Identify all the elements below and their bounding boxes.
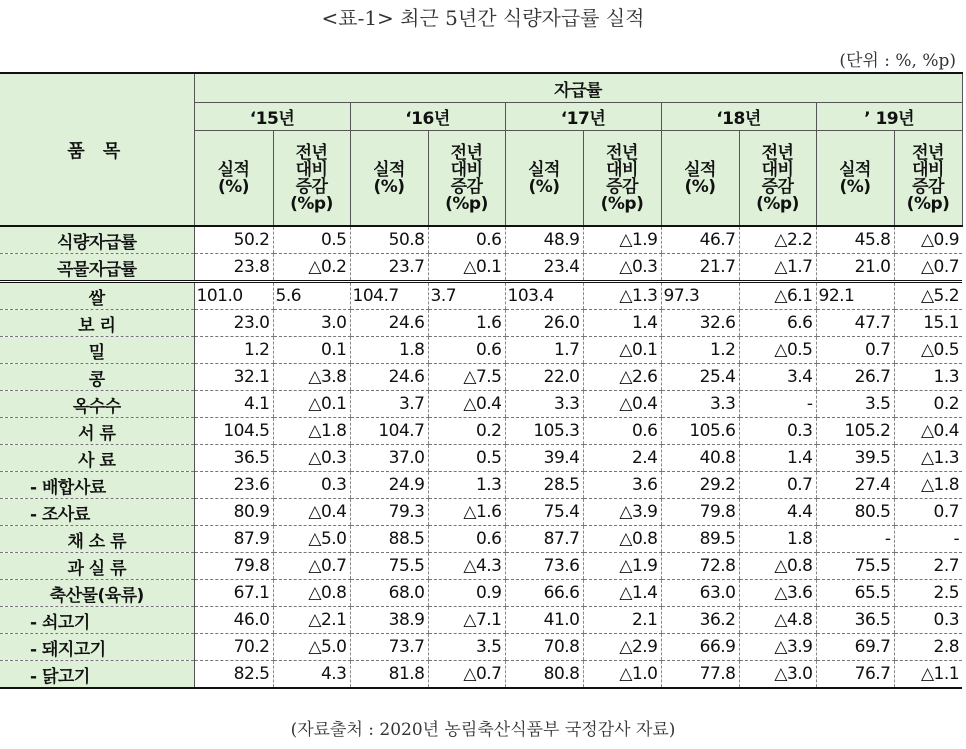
actual-header-line: 실적 xyxy=(684,160,716,180)
row-label: - 닭고기 xyxy=(0,661,194,689)
table-row xyxy=(0,254,962,282)
table-cell: △0.8 xyxy=(583,526,661,553)
table-cell: △5.0 xyxy=(273,634,350,661)
table-cell: 1.3 xyxy=(428,472,505,499)
table-cell: 0.1 xyxy=(273,337,350,364)
table-cell: 87.9 xyxy=(194,526,273,553)
row-label: 축산물(육류) xyxy=(0,580,194,607)
table-row xyxy=(0,282,962,310)
table-cell: 48.9 xyxy=(505,226,583,254)
table-cell: 104.5 xyxy=(194,418,273,445)
change-header-line: 대비 xyxy=(761,160,794,180)
table-cell: △0.4 xyxy=(894,418,962,445)
row-label: 옥수수 xyxy=(0,391,194,418)
table-cell: 101.0 xyxy=(194,282,273,310)
table-cell: 105.2 xyxy=(816,418,894,445)
table-cell: 45.8 xyxy=(816,226,894,254)
table-cell: 3.3 xyxy=(505,391,583,418)
year-header: ‘15년 xyxy=(194,103,350,131)
table-cell: 3.4 xyxy=(739,364,816,391)
table-cell: 4.1 xyxy=(194,391,273,418)
change-header-line: 전년 xyxy=(912,143,944,163)
table-cell: 0.6 xyxy=(428,526,505,553)
table-cell: 1.3 xyxy=(894,364,962,391)
row-label: - 쇠고기 xyxy=(0,607,194,634)
change-header xyxy=(739,131,816,227)
table-cell: 0.3 xyxy=(739,418,816,445)
table-cell: 0.3 xyxy=(894,607,962,634)
table-cell: 28.5 xyxy=(505,472,583,499)
change-header-line: (%p) xyxy=(756,194,799,214)
table-row xyxy=(0,634,962,661)
change-header-line: (%p) xyxy=(290,194,333,214)
table-cell: 105.3 xyxy=(505,418,583,445)
table-cell: △4.3 xyxy=(428,553,505,580)
actual-header-line: (%) xyxy=(839,177,871,197)
table-cell: △0.8 xyxy=(739,553,816,580)
table-row xyxy=(0,226,962,254)
table-cell: 79.3 xyxy=(350,499,428,526)
table-cell: 1.8 xyxy=(350,337,428,364)
table-cell: 75.5 xyxy=(816,553,894,580)
table-cell: 63.0 xyxy=(661,580,739,607)
table-cell: △1.8 xyxy=(273,418,350,445)
table-cell: - xyxy=(894,526,962,553)
self-sufficiency-header: 자급률 xyxy=(194,73,962,103)
table-cell: △3.0 xyxy=(739,661,816,689)
table-cell: 3.7 xyxy=(428,282,505,310)
table-cell: 80.9 xyxy=(194,499,273,526)
table-cell: 24.9 xyxy=(350,472,428,499)
table-cell: 1.8 xyxy=(739,526,816,553)
change-header-line: 전년 xyxy=(761,143,794,163)
table-cell: 39.4 xyxy=(505,445,583,472)
actual-header xyxy=(194,131,273,227)
table-cell: △1.6 xyxy=(428,499,505,526)
table-cell: 23.0 xyxy=(194,310,273,337)
table-cell: 23.6 xyxy=(194,472,273,499)
table-cell: 105.6 xyxy=(661,418,739,445)
actual-header xyxy=(505,131,583,227)
table-cell: 92.1 xyxy=(816,282,894,310)
table-cell: 4.3 xyxy=(273,661,350,689)
table-cell: △0.8 xyxy=(273,580,350,607)
table-cell: △1.0 xyxy=(583,661,661,689)
change-header-line: (%p) xyxy=(906,194,950,214)
table-cell: △0.2 xyxy=(273,254,350,282)
table-cell: △0.5 xyxy=(894,337,962,364)
change-header-line: 증감 xyxy=(295,177,328,197)
change-header-line: (%p) xyxy=(600,194,644,214)
table-cell: 75.5 xyxy=(350,553,428,580)
actual-header-line: 실적 xyxy=(217,160,250,180)
table-cell: 6.6 xyxy=(739,310,816,337)
table-cell: 24.6 xyxy=(350,310,428,337)
row-label: 식량자급률 xyxy=(0,226,194,254)
table-cell: 39.5 xyxy=(816,445,894,472)
table-cell: 0.6 xyxy=(428,337,505,364)
actual-header xyxy=(816,131,894,227)
table-cell: △1.9 xyxy=(583,553,661,580)
table-cell: 0.7 xyxy=(894,499,962,526)
table-cell: 2.5 xyxy=(894,580,962,607)
actual-header-line: (%) xyxy=(528,177,560,197)
table-cell: 70.8 xyxy=(505,634,583,661)
table-row xyxy=(0,607,962,634)
row-label: - 조사료 xyxy=(0,499,194,526)
table-cell: △0.1 xyxy=(273,391,350,418)
row-label: 보 리 xyxy=(0,310,194,337)
table-cell: 1.7 xyxy=(505,337,583,364)
table-cell: △2.6 xyxy=(583,364,661,391)
table-cell: △5.0 xyxy=(273,526,350,553)
change-header-line: (%p) xyxy=(445,194,488,214)
table-cell: △1.3 xyxy=(894,445,962,472)
table-cell: 1.4 xyxy=(739,445,816,472)
table-cell: 69.7 xyxy=(816,634,894,661)
table-cell: 3.5 xyxy=(428,634,505,661)
table-cell: 22.0 xyxy=(505,364,583,391)
table-cell: 40.8 xyxy=(661,445,739,472)
table-cell: 104.7 xyxy=(350,418,428,445)
table-cell: 46.7 xyxy=(661,226,739,254)
table-cell: △0.1 xyxy=(583,337,661,364)
table-cell: 0.5 xyxy=(428,445,505,472)
table-cell: 68.0 xyxy=(350,580,428,607)
change-header-line: 대비 xyxy=(912,160,944,180)
table-cell: 0.5 xyxy=(273,226,350,254)
table-cell: 29.2 xyxy=(661,472,739,499)
actual-header xyxy=(661,131,739,227)
row-label: 곡물자급률 xyxy=(0,254,194,282)
actual-header xyxy=(350,131,428,227)
change-header-line: 대비 xyxy=(295,160,328,180)
table-cell: 36.5 xyxy=(194,445,273,472)
actual-header-line: 실적 xyxy=(373,160,405,180)
table-row xyxy=(0,391,962,418)
table-cell: 0.9 xyxy=(428,580,505,607)
table-cell: △1.9 xyxy=(583,226,661,254)
table-cell: 67.1 xyxy=(194,580,273,607)
row-label: 채 소 류 xyxy=(0,526,194,553)
table-cell: 3.5 xyxy=(816,391,894,418)
table-cell: △0.5 xyxy=(739,337,816,364)
table-row xyxy=(0,499,962,526)
table-cell: △1.1 xyxy=(894,661,962,689)
table-cell: 0.6 xyxy=(428,226,505,254)
table-cell: 1.6 xyxy=(428,310,505,337)
table-cell: 1.2 xyxy=(194,337,273,364)
table-cell: 80.5 xyxy=(816,499,894,526)
table-cell: △3.9 xyxy=(583,499,661,526)
table-cell: 0.2 xyxy=(894,391,962,418)
table-cell: 0.2 xyxy=(428,418,505,445)
table-cell: 3.3 xyxy=(661,391,739,418)
table-cell: 21.7 xyxy=(661,254,739,282)
table-row xyxy=(0,418,962,445)
year-header: ‘16년 xyxy=(350,103,505,131)
table-cell: △1.8 xyxy=(894,472,962,499)
change-header-line: 증감 xyxy=(606,177,638,197)
table-row xyxy=(0,445,962,472)
change-header-line: 대비 xyxy=(606,160,638,180)
change-header xyxy=(583,131,661,227)
table-cell: 4.4 xyxy=(739,499,816,526)
table-cell: 38.9 xyxy=(350,607,428,634)
food-self-sufficiency-table xyxy=(0,72,963,689)
table-cell: △1.7 xyxy=(739,254,816,282)
table-cell: 79.8 xyxy=(194,553,273,580)
table-row xyxy=(0,310,962,337)
table-cell: 80.8 xyxy=(505,661,583,689)
table-cell: △2.9 xyxy=(583,634,661,661)
table-cell: 15.1 xyxy=(894,310,962,337)
table-cell: △0.9 xyxy=(894,226,962,254)
table-cell: 32.6 xyxy=(661,310,739,337)
row-label: - 돼지고기 xyxy=(0,634,194,661)
table-cell: 89.5 xyxy=(661,526,739,553)
change-header xyxy=(428,131,505,227)
change-header-line: 증감 xyxy=(761,177,794,197)
source-note: (자료출처 : 2020년 농림축산식품부 국정감사 자료) xyxy=(290,720,676,740)
unit-label: (단위 : %, %p) xyxy=(839,51,956,71)
table-cell: △7.1 xyxy=(428,607,505,634)
row-label: 서 류 xyxy=(0,418,194,445)
table-cell: 66.6 xyxy=(505,580,583,607)
table-cell: 3.6 xyxy=(583,472,661,499)
table-cell: 2.4 xyxy=(583,445,661,472)
table-cell: 25.4 xyxy=(661,364,739,391)
table-cell: △0.1 xyxy=(428,254,505,282)
table-row xyxy=(0,472,962,499)
table-cell: △1.3 xyxy=(583,282,661,310)
table-cell: 50.2 xyxy=(194,226,273,254)
change-header-line: 전년 xyxy=(450,143,483,163)
table-title: <표-1> 최근 5년간 식량자급률 실적 xyxy=(321,6,645,30)
table-header xyxy=(0,73,962,226)
table-cell: △6.1 xyxy=(739,282,816,310)
table-cell: 23.4 xyxy=(505,254,583,282)
table-cell: 0.7 xyxy=(739,472,816,499)
table-cell: △0.4 xyxy=(428,391,505,418)
table-cell: 41.0 xyxy=(505,607,583,634)
table-cell: 70.2 xyxy=(194,634,273,661)
table-cell: 0.6 xyxy=(583,418,661,445)
table-cell: 32.1 xyxy=(194,364,273,391)
table-cell: 72.8 xyxy=(661,553,739,580)
row-label: 쌀 xyxy=(0,282,194,310)
table-row xyxy=(0,553,962,580)
table-cell: 21.0 xyxy=(816,254,894,282)
table-cell: 88.5 xyxy=(350,526,428,553)
table-cell: 46.0 xyxy=(194,607,273,634)
table-cell: △3.6 xyxy=(739,580,816,607)
table-cell: △3.8 xyxy=(273,364,350,391)
change-header-line: 전년 xyxy=(295,143,328,163)
table-row xyxy=(0,580,962,607)
table-cell: 26.0 xyxy=(505,310,583,337)
table-cell: 3.0 xyxy=(273,310,350,337)
table-cell: 66.9 xyxy=(661,634,739,661)
row-label: 사 료 xyxy=(0,445,194,472)
table-cell: △3.9 xyxy=(739,634,816,661)
table-cell: 26.7 xyxy=(816,364,894,391)
change-header-line: 전년 xyxy=(606,143,638,163)
table-row xyxy=(0,364,962,391)
actual-header-line: (%) xyxy=(684,177,716,197)
table-cell: 73.7 xyxy=(350,634,428,661)
row-label: - 배합사료 xyxy=(0,472,194,499)
table-cell: △5.2 xyxy=(894,282,962,310)
table-cell: 76.7 xyxy=(816,661,894,689)
table-cell: 104.7 xyxy=(350,282,428,310)
table-cell: - xyxy=(816,526,894,553)
table-cell: 97.3 xyxy=(661,282,739,310)
table-cell: 36.2 xyxy=(661,607,739,634)
table-cell: △7.5 xyxy=(428,364,505,391)
table-cell: 47.7 xyxy=(816,310,894,337)
table-cell: 2.8 xyxy=(894,634,962,661)
change-header-line: 증감 xyxy=(450,177,483,197)
table-cell: △0.3 xyxy=(583,254,661,282)
change-header-line: 대비 xyxy=(450,160,483,180)
row-label: 콩 xyxy=(0,364,194,391)
table-body xyxy=(0,226,962,688)
table-cell: 103.4 xyxy=(505,282,583,310)
year-header: ’ 19년 xyxy=(816,103,962,131)
table-cell: △0.4 xyxy=(273,499,350,526)
table-row xyxy=(0,337,962,364)
table-cell: 87.7 xyxy=(505,526,583,553)
table-cell: - xyxy=(739,391,816,418)
table-cell: 37.0 xyxy=(350,445,428,472)
row-label: 밀 xyxy=(0,337,194,364)
table-row xyxy=(0,526,962,553)
table-cell: △2.2 xyxy=(739,226,816,254)
table-cell: 79.8 xyxy=(661,499,739,526)
table-cell: △0.7 xyxy=(428,661,505,689)
year-header: ‘17년 xyxy=(505,103,661,131)
table-cell: 82.5 xyxy=(194,661,273,689)
change-header xyxy=(894,131,962,227)
change-header-line: 증감 xyxy=(912,177,944,197)
table-cell: 77.8 xyxy=(661,661,739,689)
table-cell: 24.6 xyxy=(350,364,428,391)
table-cell: 65.5 xyxy=(816,580,894,607)
table-cell: 2.7 xyxy=(894,553,962,580)
table-cell: 23.8 xyxy=(194,254,273,282)
table-cell: △0.7 xyxy=(894,254,962,282)
table-cell: △0.4 xyxy=(583,391,661,418)
table-cell: 50.8 xyxy=(350,226,428,254)
table-cell: 81.8 xyxy=(350,661,428,689)
table-cell: △2.1 xyxy=(273,607,350,634)
table-cell: 5.6 xyxy=(273,282,350,310)
table-cell: 23.7 xyxy=(350,254,428,282)
actual-header-line: (%) xyxy=(217,177,250,197)
actual-header-line: 실적 xyxy=(528,160,560,180)
table-cell: △0.3 xyxy=(273,445,350,472)
table-cell: 2.1 xyxy=(583,607,661,634)
table-cell: 36.5 xyxy=(816,607,894,634)
change-header xyxy=(273,131,350,227)
actual-header-line: 실적 xyxy=(839,160,871,180)
year-header: ‘18년 xyxy=(661,103,816,131)
actual-header-line: (%) xyxy=(373,177,405,197)
row-label: 과 실 류 xyxy=(0,553,194,580)
table-cell: 75.4 xyxy=(505,499,583,526)
table-cell: △4.8 xyxy=(739,607,816,634)
table-row xyxy=(0,661,962,689)
table-cell: 1.4 xyxy=(583,310,661,337)
table-cell: 3.7 xyxy=(350,391,428,418)
table-cell: 0.3 xyxy=(273,472,350,499)
table-cell: △0.7 xyxy=(273,553,350,580)
table-cell: 27.4 xyxy=(816,472,894,499)
table-cell: 0.7 xyxy=(816,337,894,364)
table-cell: △1.4 xyxy=(583,580,661,607)
table-cell: 73.6 xyxy=(505,553,583,580)
table-cell: 1.2 xyxy=(661,337,739,364)
item-header: 품 목 xyxy=(0,73,194,226)
